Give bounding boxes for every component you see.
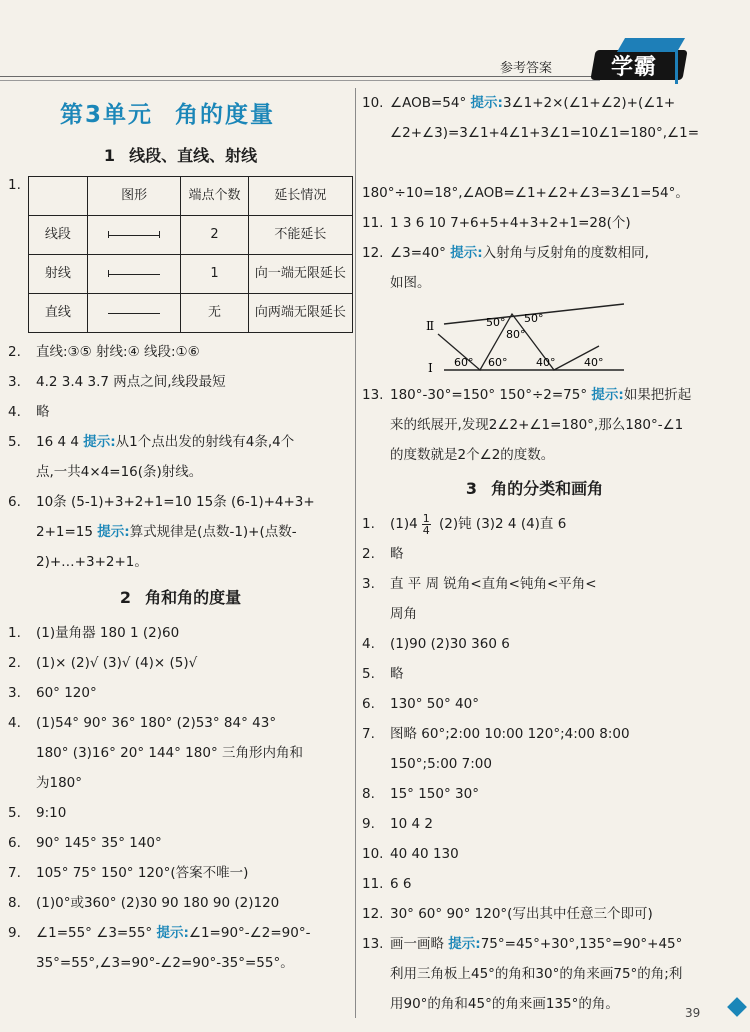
section-1-name: 线段、直线、射线 [129, 146, 258, 165]
answer-line [362, 779, 707, 809]
answer-line [362, 569, 707, 599]
segment-figure [87, 216, 181, 255]
unit-name: 角的度量 [175, 102, 276, 128]
answer-line [8, 397, 353, 427]
answer-number: 11. [362, 215, 384, 231]
table-cell-extend: 向两端无限延长 [248, 294, 352, 333]
answer-text: 略 [36, 404, 50, 420]
answer-line [8, 798, 353, 828]
table-cell-endpoints: 无 [181, 294, 248, 333]
angle-label: 40° [536, 356, 556, 369]
answer-text: 9:10 [36, 805, 67, 821]
hint-text: 75°=45°+30°,135°=90°+45° [480, 936, 683, 952]
answer-line [362, 268, 707, 298]
answer-line [8, 948, 353, 978]
answer-line [362, 749, 707, 779]
angle-label: 60° [488, 356, 508, 369]
answer-line [8, 828, 353, 858]
corner-arrow-icon [727, 997, 747, 1017]
answer-text: 用90°的角和45°的角来画135°的角。 [390, 996, 619, 1012]
answer-text: 90° 145° 35° 140° [36, 835, 162, 851]
answer-text: 180°÷10=18°,∠AOB=∠1+∠2+∠3=3∠1=54°。 [362, 185, 689, 201]
hint-text: 如果把折起 [623, 387, 692, 403]
answer-text: (2)钝 (3)2 4 (4)直 6 [439, 516, 567, 532]
section-3-number: 3 [465, 479, 478, 498]
answer-line [8, 337, 353, 367]
table-header-cell: 图形 [87, 177, 181, 216]
answer-text: 略 [390, 666, 404, 682]
answer-line [8, 858, 353, 888]
line-figure [87, 294, 181, 333]
answer-number: 4. [362, 636, 375, 652]
header-rule [0, 76, 600, 77]
section-1-title [8, 143, 353, 166]
answer-line [8, 457, 353, 487]
fraction-bottom: 4 [422, 523, 430, 537]
angle-label: 50° [524, 312, 544, 325]
hint-label: 提示: [448, 936, 481, 952]
answer-1 [8, 176, 353, 333]
section-2-answers [8, 618, 353, 978]
answer-text: (1)× (2)√ (3)√ (4)× (5)√ [36, 655, 198, 671]
answer-number: 3. [8, 685, 21, 701]
answer-text: 为180° [36, 775, 83, 791]
hint-text: ∠1=90°-∠2=90°- [188, 925, 311, 941]
answer-text: 画一画略 [390, 936, 444, 952]
answer-line [362, 118, 707, 148]
answer-line [362, 410, 707, 440]
answer-line [362, 869, 707, 899]
hint-label: 提示: [83, 434, 116, 450]
answer-line [8, 918, 353, 948]
answer-text: 150°;5:00 7:00 [390, 756, 492, 772]
section-2-number: 2 [119, 588, 132, 607]
table-header-row [29, 177, 353, 216]
answer-number: 9. [8, 925, 21, 941]
right-column [362, 88, 707, 1019]
answer-line [8, 547, 353, 577]
hint-label: 提示: [450, 245, 483, 261]
section-3-title [362, 476, 707, 499]
answer-text: 来的纸展开,发现2∠2+∠1=180°,那么180°-∠1 [390, 417, 684, 433]
page-number: 39 [685, 1006, 701, 1020]
answer-text: 图略 60°;2:00 10:00 120°;4:00 8:00 [390, 726, 630, 742]
unit-number: 第3单元 [60, 102, 154, 128]
hint-text: 3∠1+2×(∠1+∠2)+(∠1+ [502, 95, 676, 111]
answer-text: 35°=55°,∠3=90°-∠2=90°-35°=55°。 [36, 955, 294, 971]
answer-number: 1. [8, 177, 21, 193]
answer-text: (1)0°或360° (2)30 90 180 90 (2)120 [36, 895, 280, 911]
answer-text: 16 4 4 [36, 434, 79, 450]
answer-line [362, 599, 707, 629]
angle-label: 40° [584, 356, 604, 369]
answer-line [362, 899, 707, 929]
table-cell-extend: 向一端无限延长 [248, 255, 352, 294]
angle-label: 50° [486, 316, 506, 329]
table-header-cell: 端点个数 [181, 177, 248, 216]
section-1-number: 1 [103, 146, 116, 165]
hint-label: 提示: [156, 925, 189, 941]
reflection-diagram [424, 300, 624, 376]
hint-label: 提示: [591, 387, 624, 403]
answer-line [362, 148, 707, 208]
answer-text: 30° 60° 90° 120°(写出其中任意三个即可) [390, 906, 653, 922]
section-2-answers-13 [362, 380, 707, 470]
answer-number: 11. [362, 876, 384, 892]
answer-number: 8. [8, 895, 21, 911]
answer-text: (1)量角器 180 1 (2)60 [36, 625, 180, 641]
answer-number: 10. [362, 95, 384, 111]
answer-line [362, 959, 707, 989]
answer-number: 2. [8, 344, 21, 360]
answer-number: 13. [362, 387, 384, 403]
answer-number: 5. [8, 434, 21, 450]
answer-line [8, 678, 353, 708]
answer-line [8, 487, 353, 517]
left-column [8, 88, 353, 978]
section-3-name: 角的分类和画角 [491, 479, 604, 498]
ray-figure [87, 255, 181, 294]
answer-line [8, 888, 353, 918]
answer-line [362, 539, 707, 569]
answer-text: (1)90 (2)30 360 6 [390, 636, 510, 652]
brand-text: 学霸 [611, 55, 658, 80]
answer-text: 略 [390, 546, 404, 562]
answer-number: 7. [362, 726, 375, 742]
header-answer-label: 参考答案 [500, 61, 553, 76]
answer-text: 直线:③⑤ 射线:④ 线段:①⑥ [36, 344, 200, 360]
answer-number: 5. [8, 805, 21, 821]
header-rule-thin [0, 80, 600, 81]
table-cell-name: 线段 [29, 216, 88, 255]
answer-number: 13. [362, 936, 384, 952]
answer-line [8, 708, 353, 738]
answer-text: (1)4 [390, 516, 418, 532]
table-row [29, 255, 353, 294]
table-row [29, 294, 353, 333]
answer-text: ∠1=55° ∠3=55° [36, 925, 153, 941]
answer-line [8, 427, 353, 457]
table-header-cell [29, 177, 88, 216]
answer-number: 8. [362, 786, 375, 802]
answer-number: 1. [8, 625, 21, 641]
answer-text: 10条 (5-1)+3+2+1=10 15条 (6-1)+4+3+ [36, 494, 315, 510]
answer-line [362, 629, 707, 659]
unit-title [60, 96, 353, 129]
answer-text: ∠3=40° [390, 245, 446, 261]
answer-line [8, 648, 353, 678]
answer-text: 点,一共4×4=16(条)射线。 [36, 464, 203, 480]
answer-number: 9. [362, 816, 375, 832]
answer-text: 105° 75° 150° 120°(答案不唯一) [36, 865, 249, 881]
answer-number: 10. [362, 846, 384, 862]
answer-line [8, 367, 353, 397]
answer-text: 如图。 [390, 275, 431, 291]
angle-label: 80° [506, 328, 526, 341]
answer-line [362, 929, 707, 959]
answer-text: 2+1=15 [36, 524, 93, 540]
answer-number: 6. [362, 696, 375, 712]
section-3-answers [362, 539, 707, 1019]
answer-line [8, 517, 353, 547]
answer-text: 40 40 130 [390, 846, 459, 862]
answer-line [8, 618, 353, 648]
column-divider [355, 88, 356, 1018]
answer-text: 10 4 2 [390, 816, 433, 832]
answer-number: 3. [8, 374, 21, 390]
angle-label: 60° [454, 356, 474, 369]
answer-text: 直 平 周 锐角<直角<钝角<平角< [390, 576, 597, 592]
answer-line [362, 440, 707, 470]
hint-label: 提示: [470, 95, 503, 111]
table-row [29, 216, 353, 255]
answer-text: 60° 120° [36, 685, 97, 701]
answer-number: 6. [8, 835, 21, 851]
tassel-icon [675, 48, 678, 84]
section-2-answers-continued [362, 88, 707, 298]
answer-text: 180° (3)16° 20° 144° 180° 三角形内角和 [36, 745, 303, 761]
section-2-title [8, 585, 353, 608]
answer-number: 6. [8, 494, 21, 510]
answer-line [362, 689, 707, 719]
answer-text: ∠2+∠3)=3∠1+4∠1+3∠1=10∠1=180°,∠1= [390, 125, 700, 141]
table-cell-endpoints: 1 [181, 255, 248, 294]
answer-number: 2. [8, 655, 21, 671]
answer-line [362, 719, 707, 749]
answer-number: 12. [362, 906, 384, 922]
answer-line [362, 989, 707, 1019]
table-cell-name: 直线 [29, 294, 88, 333]
answer-text: 130° 50° 40° [390, 696, 479, 712]
answer-text: 利用三角板上45°的角和30°的角来画75°的角;利 [390, 966, 683, 982]
table-header-cell: 延长情况 [248, 177, 352, 216]
answer-number: 4. [8, 404, 21, 420]
answer-text: 6 6 [390, 876, 412, 892]
answer-text: ∠AOB=54° [390, 95, 467, 111]
answer-number: 7. [8, 865, 21, 881]
answer-text: 周角 [390, 606, 417, 622]
answer-text: 4.2 3.4 3.7 两点之间,线段最短 [36, 374, 226, 390]
hint-text: 入射角与反射角的度数相同, [482, 245, 649, 261]
table-cell-name: 射线 [29, 255, 88, 294]
answer-line [362, 88, 707, 118]
answer-text: 1 3 6 10 7+6+5+4+3+2+1=28(个) [390, 215, 631, 231]
answer-line [362, 380, 707, 410]
answer-number: 3. [362, 576, 375, 592]
answer-line [362, 208, 707, 238]
answer-line [362, 509, 707, 539]
table-cell-endpoints: 2 [181, 216, 248, 255]
answer-number: 4. [8, 715, 21, 731]
answer-number: 5. [362, 666, 375, 682]
answer-text: 的度数就是2个∠2的度数。 [390, 447, 555, 463]
answer-line [362, 238, 707, 268]
hint-label: 提示: [97, 524, 130, 540]
mirror-label-top: Ⅱ [426, 319, 435, 333]
section-2-name: 角和角的度量 [145, 588, 242, 607]
answer-line [8, 768, 353, 798]
answer-text: 180°-30°=150° 150°÷2=75° [390, 387, 588, 403]
lines-table [28, 176, 353, 333]
brand-logo [593, 38, 693, 88]
hint-text: 从1个点出发的射线有4条,4个 [115, 434, 295, 450]
answer-line [362, 839, 707, 869]
answer-number: 12. [362, 245, 384, 261]
table-cell-extend: 不能延长 [248, 216, 352, 255]
answer-number: 2. [362, 546, 375, 562]
answer-number: 1. [362, 516, 375, 532]
answer-text: 15° 150° 30° [390, 786, 479, 802]
fraction [422, 513, 431, 536]
fraction-top: 1 [422, 511, 430, 525]
answer-line [362, 659, 707, 689]
answer-text: 2)+…+3+2+1。 [36, 554, 148, 570]
answer-line [362, 809, 707, 839]
answer-line [8, 738, 353, 768]
hint-text: 算式规律是(点数-1)+(点数- [129, 524, 297, 540]
answer-text: (1)54° 90° 36° 180° (2)53° 84° 43° [36, 715, 277, 731]
section-1-answers [8, 337, 353, 577]
mirror-label-bottom: Ⅰ [428, 361, 433, 375]
